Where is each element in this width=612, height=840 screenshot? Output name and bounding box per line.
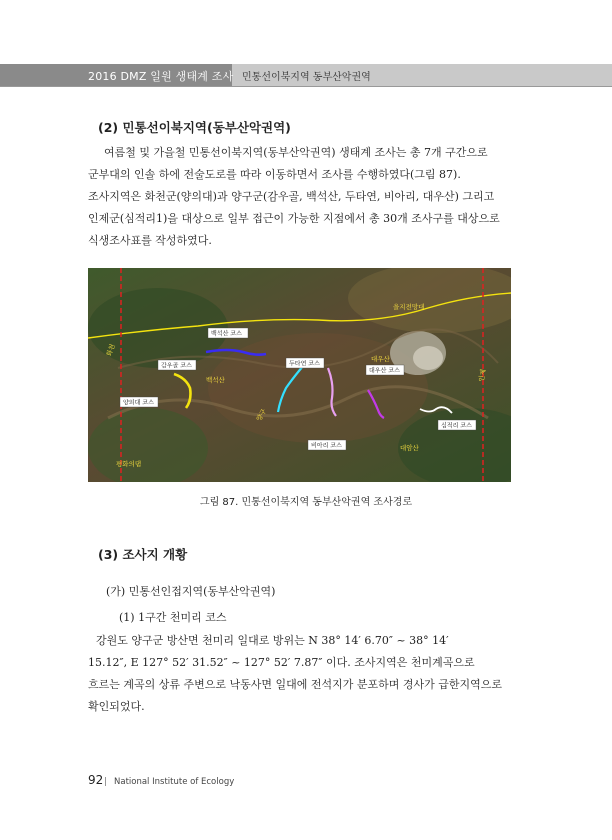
label-inje: 인제 [477, 368, 488, 383]
section-2-line-4: 인제군(심적리1)을 대상으로 일부 접근이 가능한 지점에서 총 30개 조사구를 대상으로 [88, 212, 500, 225]
svg-text:심적리 코스: 심적리 코스 [441, 422, 472, 430]
label-gamugol-course [158, 360, 196, 370]
section-3-line-1: 강원도 양구군 방산면 천미리 일대로 방위는 N 38° 14′ 6.70″ ~ 38° 14′ [96, 634, 449, 647]
section-3-line-2: 15.12″, E 127° 52′ 31.52″ ~ 127° 52′ 7.87″ 이다. 조사지역은 천미계곡으로 [88, 656, 475, 669]
label-yanggu: 양구 [254, 407, 269, 423]
section-2-line-2: 군부대의 인솔 하에 전술도로를 따라 이동하면서 조사를 수행하였다(그림 87). [88, 168, 461, 181]
section-3-line-3: 흐르는 계곡의 상류 주변으로 낙동사면 일대에 전석지가 분포하며 경사가 급한지역으로 [88, 678, 503, 691]
svg-text:비아리 코스: 비아리 코스 [311, 442, 342, 450]
header-divider [0, 86, 612, 87]
svg-text:대우산 코스: 대우산 코스 [369, 367, 400, 375]
svg-text:양의대 코스: 양의대 코스 [123, 399, 154, 407]
section-2-line-1: 여름철 및 가을철 민통선이북지역(동부산악권역) 생태계 조사는 총 7개 구간으로 [104, 146, 488, 159]
svg-text:백석산 코스: 백석산 코스 [211, 330, 242, 338]
header-report-title: 2016 DMZ 일원 생태계 조사 [88, 70, 234, 83]
section-2-line-5: 식생조사표를 작성하였다. [88, 234, 212, 247]
label-baekseoksan-course [208, 328, 248, 338]
label-baekseoksan: 백석산 [206, 376, 225, 384]
label-yangeuidae-course [120, 397, 158, 407]
label-biari-course [308, 440, 346, 450]
header-chapter-title: 민통선이북지역 동부산악권역 [242, 72, 371, 83]
footer-separator: | [104, 777, 108, 787]
survey-route-map [88, 268, 511, 482]
label-simjeokri-course [438, 420, 476, 430]
subsection-1-title: (1) 1구간 천미리 코스 [119, 611, 227, 624]
label-daeusan: 대우산 [371, 355, 390, 363]
section-2-line-3: 조사지역은 화천군(양의대)과 양구군(감우골, 백석산, 두타연, 비아리, 대우산) 그리고 [88, 190, 495, 203]
subsection-a-title: (가) 민통선인접지역(동부산악권역) [106, 585, 276, 598]
figure-caption: 그림 87. 민통선이북지역 동부산악권역 조사경로 [199, 497, 413, 508]
section-2-title: (2) 민통선이북지역(동부산악권역) [98, 120, 291, 135]
page-number: 92 [88, 773, 104, 787]
footer-institute: National Institute of Ecology [114, 777, 235, 787]
label-daeamsan: 대암산 [400, 444, 419, 452]
label-eulji-observatory: 을지전망대 [393, 303, 425, 311]
svg-text:두타연 코스: 두타연 코스 [289, 360, 320, 368]
label-peace-dam: 평화의댐 [116, 460, 142, 468]
section-3-line-4: 확인되었다. [88, 700, 145, 713]
label-hwacheon: 화천 [104, 342, 117, 358]
section-3-title: (3) 조사지 개황 [98, 547, 188, 562]
label-daeusan-course [366, 365, 404, 375]
svg-text:감우골 코스: 감우골 코스 [161, 362, 192, 370]
label-dutayeon-course [286, 358, 324, 368]
